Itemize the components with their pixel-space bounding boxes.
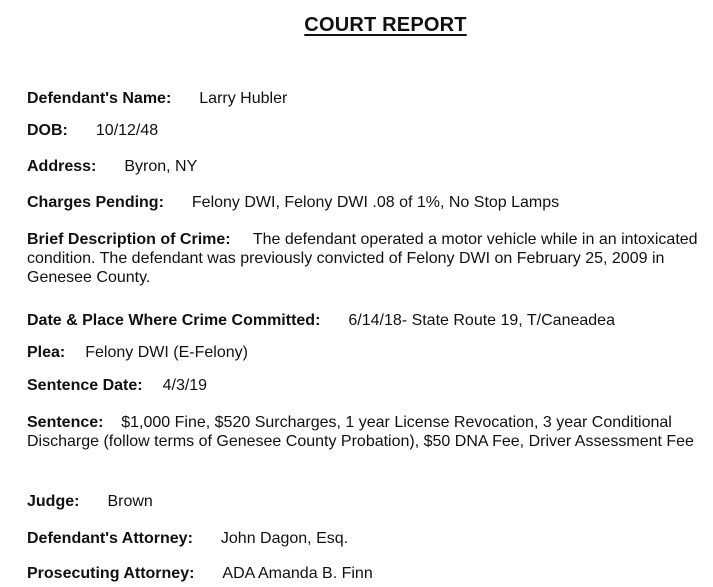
sentence-value: $1,000 Fine, $520 Surcharges, 1 year License Revocation, 3 year Conditional Discharge (follow terms of Genesee County Probation), $50 DNA Fee, Driver Assessment Fee [27, 414, 694, 450]
defendant-name-value: Larry Hubler [199, 90, 288, 107]
report-title: COURT REPORT [304, 14, 467, 36]
address-field [27, 157, 703, 176]
plea-value: Felony DWI (E-Felony) [85, 344, 248, 361]
date-place-value: 6/14/18- State Route 19, T/Caneadea [348, 312, 615, 329]
prosecuting-attorney-label: Prosecuting Attorney: [27, 565, 195, 582]
date-place-label: Date & Place Where Crime Committed: [27, 312, 321, 329]
charges-pending-field [27, 193, 703, 212]
crime-description-label: Brief Description of Crime: [27, 231, 231, 248]
judge-label: Judge: [27, 493, 80, 510]
defendant-name-field [27, 89, 703, 108]
crime-description-field [27, 230, 703, 287]
prosecuting-attorney-value: ADA Amanda B. Finn [222, 565, 373, 582]
dob-field [27, 121, 703, 140]
sentence-date-field [27, 376, 703, 395]
charges-pending-value: Felony DWI, Felony DWI .08 of 1%, No Stop Lamps [191, 194, 560, 211]
defendant-attorney-value: John Dagon, Esq. [220, 530, 349, 547]
sentence-date-label: Sentence Date: [27, 377, 143, 394]
date-place-field [27, 311, 703, 330]
dob-value: 10/12/48 [95, 122, 159, 139]
sentence-field [27, 413, 703, 451]
sentence-label: Sentence: [27, 414, 104, 431]
defendant-attorney-label: Defendant's Attorney: [27, 530, 193, 547]
defendant-name-label: Defendant's Name: [27, 90, 172, 107]
charges-pending-label: Charges Pending: [27, 194, 164, 211]
plea-label: Plea: [27, 344, 66, 361]
crime-description-value: The defendant operated a motor vehicle while in an intoxicated condition. The defendant was previously convicted of Felony DWI on February 25, 2009 in Genesee County. [27, 231, 698, 286]
dob-label: DOB: [27, 122, 68, 139]
sentence-date-value: 4/3/19 [162, 377, 208, 394]
address-value: Byron, NY [124, 158, 198, 175]
plea-field [27, 343, 703, 362]
prosecuting-attorney-field [27, 564, 703, 583]
defendant-attorney-field [27, 529, 703, 548]
address-label: Address: [27, 158, 97, 175]
judge-value: Brown [107, 493, 153, 510]
judge-field [27, 492, 703, 511]
